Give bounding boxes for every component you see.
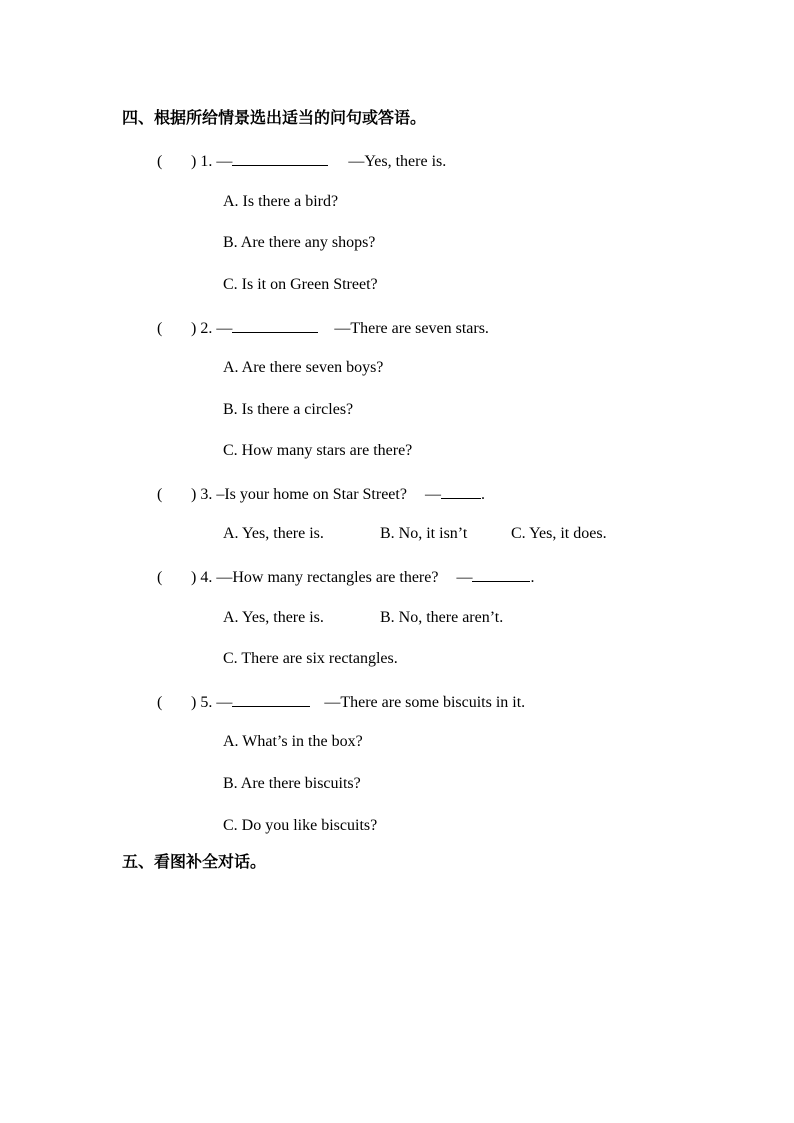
answer-paren-close: ) [191,694,197,711]
option-2b: B. Is there a circles? [223,401,354,418]
question-dash: — [216,320,233,337]
option-2a: A. Are there seven boys? [223,359,384,376]
option-5b: B. Are there biscuits? [223,775,361,792]
question-answer-text: —Yes, there is. [348,153,447,170]
question-number: 1. [200,153,213,170]
answer-paren-open: ( [157,694,163,711]
answer-paren-close: ) [191,486,197,503]
question-number: 4. [200,569,213,586]
answer-paren-open: ( [157,153,163,170]
option-2c: C. How many stars are there? [223,442,413,459]
question-1 [157,150,446,172]
option-1a: A. Is there a bird? [223,193,339,210]
question-dash: — [456,569,473,586]
option-3b: B. No, it isn’t [380,525,468,542]
question-dash: — [216,694,233,711]
section-5-title: 五、看图补全对话。 [122,852,267,871]
question-answer-text: —There are some biscuits in it. [324,694,526,711]
question-prompt: —How many rectangles are there? [216,569,439,586]
question-prompt: –Is your home on Star Street? [216,486,407,503]
section-4-title: 四、根据所给情景选出适当的问句或答语。 [122,108,427,127]
question-tail: . [530,569,535,586]
option-1b: B. Are there any shops? [223,234,376,251]
answer-blank[interactable] [232,691,310,707]
option-3c: C. Yes, it does. [511,525,607,542]
option-5c: C. Do you like biscuits? [223,817,378,834]
answer-paren-close: ) [191,569,197,586]
option-4b: B. No, there aren’t. [380,609,504,626]
question-number: 5. [200,694,213,711]
question-5 [157,691,525,713]
answer-blank[interactable] [472,566,530,582]
answer-paren-open: ( [157,569,163,586]
answer-paren-open: ( [157,486,163,503]
question-dash: — [424,486,441,503]
question-number: 2. [200,320,213,337]
option-4a: A. Yes, there is. [223,609,324,626]
question-3 [157,483,485,505]
answer-paren-open: ( [157,320,163,337]
answer-blank[interactable] [232,150,328,166]
question-dash: — [216,153,233,170]
question-2 [157,317,489,339]
question-4 [157,566,534,588]
option-1c: C. Is it on Green Street? [223,276,378,293]
question-number: 3. [200,486,213,503]
answer-blank[interactable] [232,317,318,333]
answer-paren-close: ) [191,153,197,170]
question-tail: . [480,486,485,503]
option-4c: C. There are six rectangles. [223,650,398,667]
answer-blank[interactable] [441,483,481,499]
option-3a: A. Yes, there is. [223,525,324,542]
question-answer-text: —There are seven stars. [334,320,489,337]
option-5a: A. What’s in the box? [223,733,363,750]
answer-paren-close: ) [191,320,197,337]
